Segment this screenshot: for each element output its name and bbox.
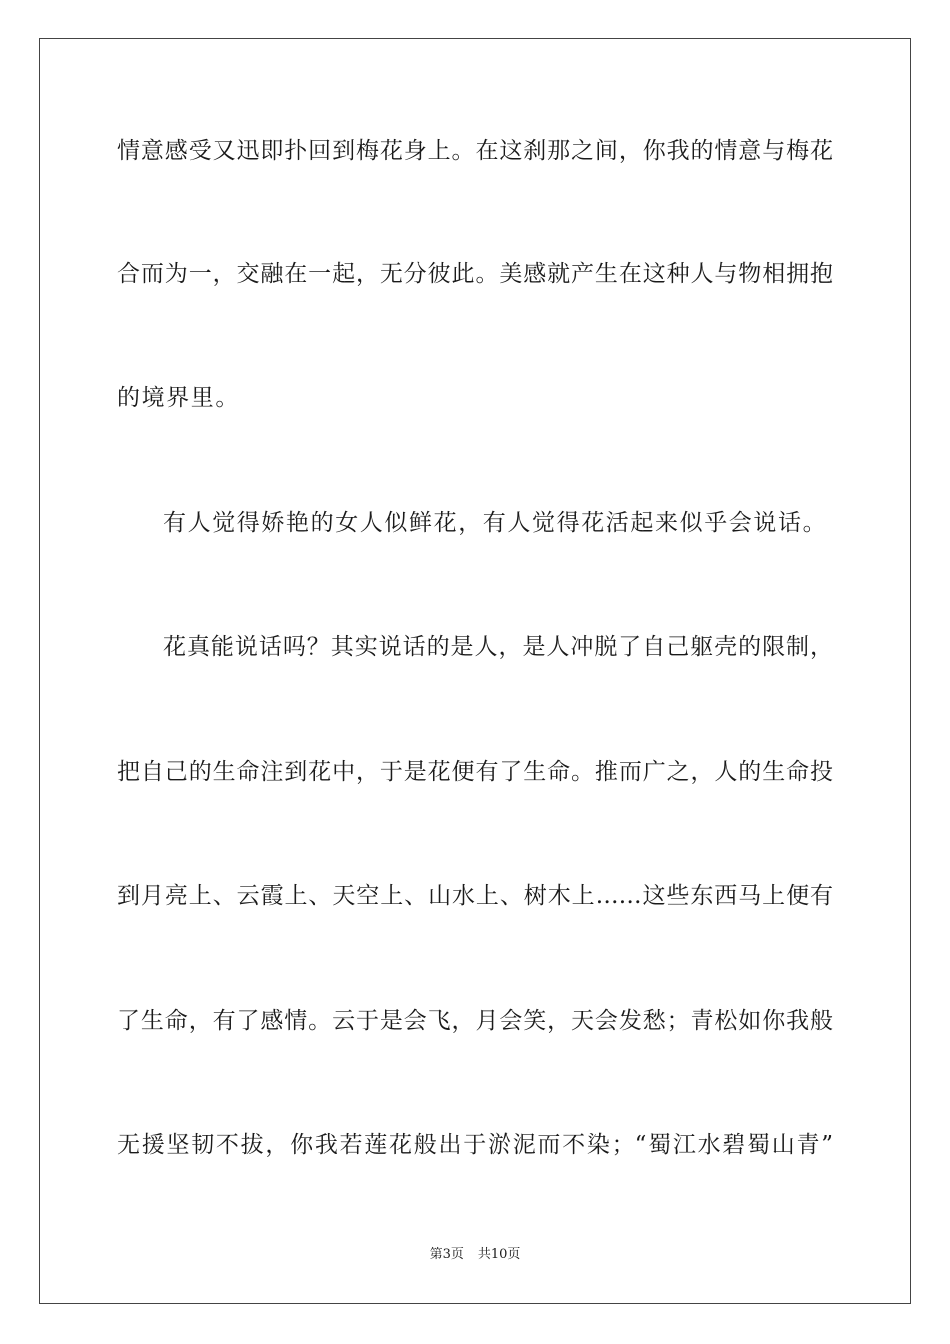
text-line: 无援坚韧不拔，你我若莲花般出于淤泥而不染；“蜀江水碧蜀山青”	[117, 1132, 833, 1158]
text-line: 有人觉得娇艳的女人似鲜花，有人觉得花活起来似乎会说话。	[163, 510, 828, 536]
text-line: 了生命，有了感情。云于是会飞，月会笑，天会发愁；青松如你我般	[117, 1008, 833, 1034]
text-line: 花真能说话吗？其实说话的是人，是人冲脱了自己躯壳的限制，	[163, 634, 833, 660]
text-line: 情意感受又迅即扑回到梅花身上。在这刹那之间，你我的情意与梅花	[117, 138, 833, 164]
text-line: 把自己的生命注到花中，于是花便有了生命。推而广之，人的生命投	[117, 759, 833, 785]
page-total: 共10页	[477, 1247, 521, 1262]
text-line: 合而为一，交融在一起，无分彼此。美感就产生在这种人与物相拥抱	[117, 261, 833, 287]
text-line: 的境界里。	[117, 385, 240, 411]
text-line: 到月亮上、云霞上、天空上、山水上、树木上……这些东西马上便有	[117, 883, 833, 909]
page-border	[39, 38, 911, 1304]
page-number: 第3页	[429, 1247, 464, 1262]
page-footer	[0, 1246, 950, 1264]
